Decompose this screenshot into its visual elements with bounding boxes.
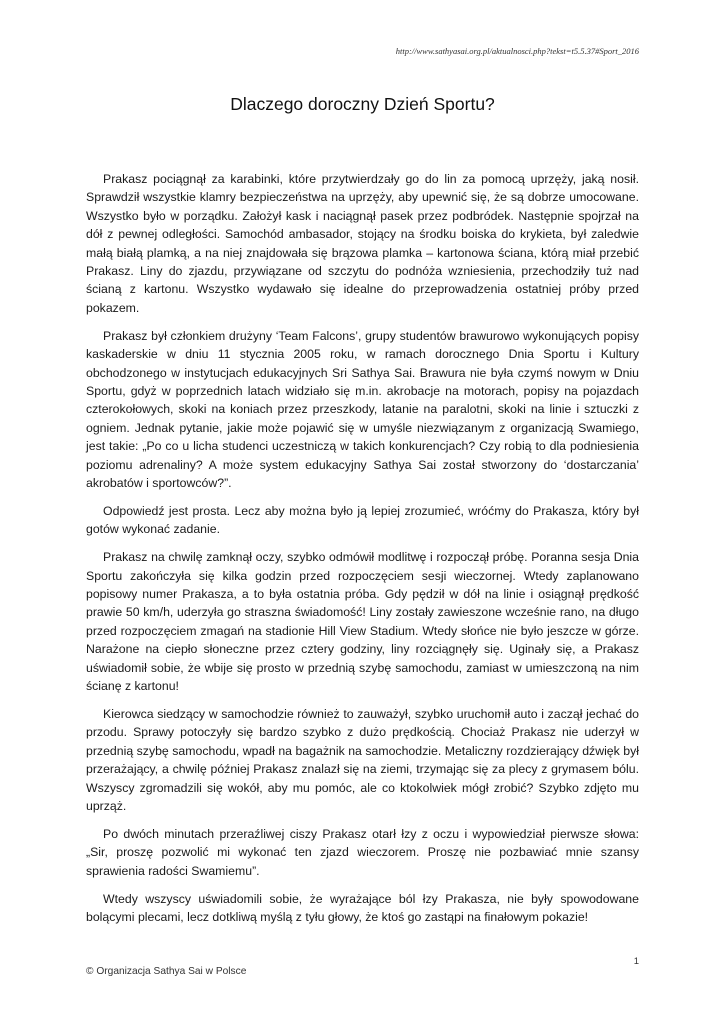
paragraph: Wtedy wszyscy uświadomili sobie, że wyrażające ból łzy Prakasza, nie były spowodowane bolącymi plecami, lecz dotkliwą myślą z tyłu głowy, że ktoś go zastąpi na finałowym pokazie! — [86, 891, 639, 925]
page-number: 1 — [633, 956, 639, 967]
paragraph: Prakasz na chwilę zamknął oczy, szybko odmówił modlitwę i rozpoczął próbę. Poranna sesja Dnia Sportu zakończyła się kilka godzin przed rozpoczęciem sesji wieczornej. Wtedy zaplanowano popisowy numer Prakasza, a to była ostatnia próba. Gdy pędził w dół na linie i osiągnął prędkość prawie 50 km/h, uderzyła go straszna świadomość! Liny zostały zawieszone wcześnie rano, na długo przed rozpoczęciem zmagań na stadionie Hill View Stadium. Wtedy słońce nie było jeszcze w górze. Narażone na ciepło słoneczne przez cztery godziny, liny rozciągnęły się. Uginały się, a Prakasz uświadomił sobie, że wbije się prosto w przednią szybę samochodu, zamiast w umieszczoną na nim ścianę z kartonu! — [86, 550, 639, 694]
source-url: http://www.sathyasai.org.pl/aktualnosci.php?tekst=t5.5.37#Sport_2016 — [395, 46, 639, 56]
paragraph: Prakasz był członkiem drużyny ‘Team Falcons’, grupy studentów brawurowo wykonujących popisy kaskaderskie w dniu 11 stycznia 2005 roku, w ramach dorocznego Dnia Sportu i Kultury obchodzonego w instytucjach edukacyjnych Sri Sathya Sai. Brawura nie była czymś nowym w Dniu Sportu, gdyż w poprzednich latach widziało się m.in. akrobacje na motorach, popisy na pojazdach czterokołowych, skoki na koniach przez przeszkody, latanie na paralotni, skoki na linie i sztuczki z ogniem. Jednak pytanie, jakie może pojawić się w umyśle niezwiązanym z organizacją Swamiego, jest takie: „Po co u licha studenci uczestniczą w takich konkurencjach? Czy robią to dla podniesienia poziomu adrenaliny? A może system edukacyjny Sathya Sai został stworzony do ‘dostarczania’ akrobatów i sportowców?”. — [86, 328, 639, 490]
footer-copyright: © Organizacja Sathya Sai w Polsce — [86, 966, 247, 977]
page-title: Dlaczego doroczny Dzień Sportu? — [230, 94, 495, 114]
paragraph: Odpowiedź jest prosta. Lecz aby można było ją lepiej zrozumieć, wróćmy do Prakasza, który był gotów wykonać zadanie. — [86, 503, 639, 537]
paragraph: Po dwóch minutach przeraźliwej ciszy Prakasz otarł łzy z oczu i wypowiedział pierwsze słowa: „Sir, proszę pozwolić mi wykonać ten zjazd wieczorem. Proszę nie pozbawiać mnie szansy sprawienia radości Swamiemu”. — [86, 826, 639, 878]
paragraph: Prakasz pociągnął za karabinki, które przytwierdzały go do lin za pomocą uprzęży, jaką nosił. Sprawdził wszystkie klamry bezpieczeństwa na uprzęży, aby upewnić się, że są dobrze umocowane. Wszystko było w porządku. Założył kask i naciągnął pasek przez podbródek. Następnie spojrzał na dół z pewnej odległości. Samochód ambasador, stojący na środku boiska do krykieta, był zaledwie małą białą plamką, a na niej znajdowała się brązowa plamka – kartonowa ściana, którą miał przebić Prakasz. Liny do zjazdu, przywiązane od szczytu do podnóża wzniesienia, przechodziły tuż nad ścianą z kartonu. Wszystko wydawało się idealne do przeprowadzenia ostatniej próby przed pokazem. — [86, 172, 639, 315]
article-body — [86, 170, 639, 936]
paragraph: Kierowca siedzący w samochodzie również to zauważył, szybko uruchomił auto i zaczął jechać do przodu. Sprawy potoczyły się bardzo szybko z dużo prędkością. Chociaż Prakasz nie uderzył w przednią szybę samochodu, wpadł na bagażnik na samochodzie. Metaliczny rozdzierający dźwięk był przerażający, a chwilę później Prakasz znalazł się na ziemi, trzymając się za plecy z grymasem bólu. Wszyscy zgromadzili się wokół, aby mu pomóc, ale co ktokolwiek mógł zrobić? Szybko zdjęto mu uprząż. — [86, 706, 639, 813]
